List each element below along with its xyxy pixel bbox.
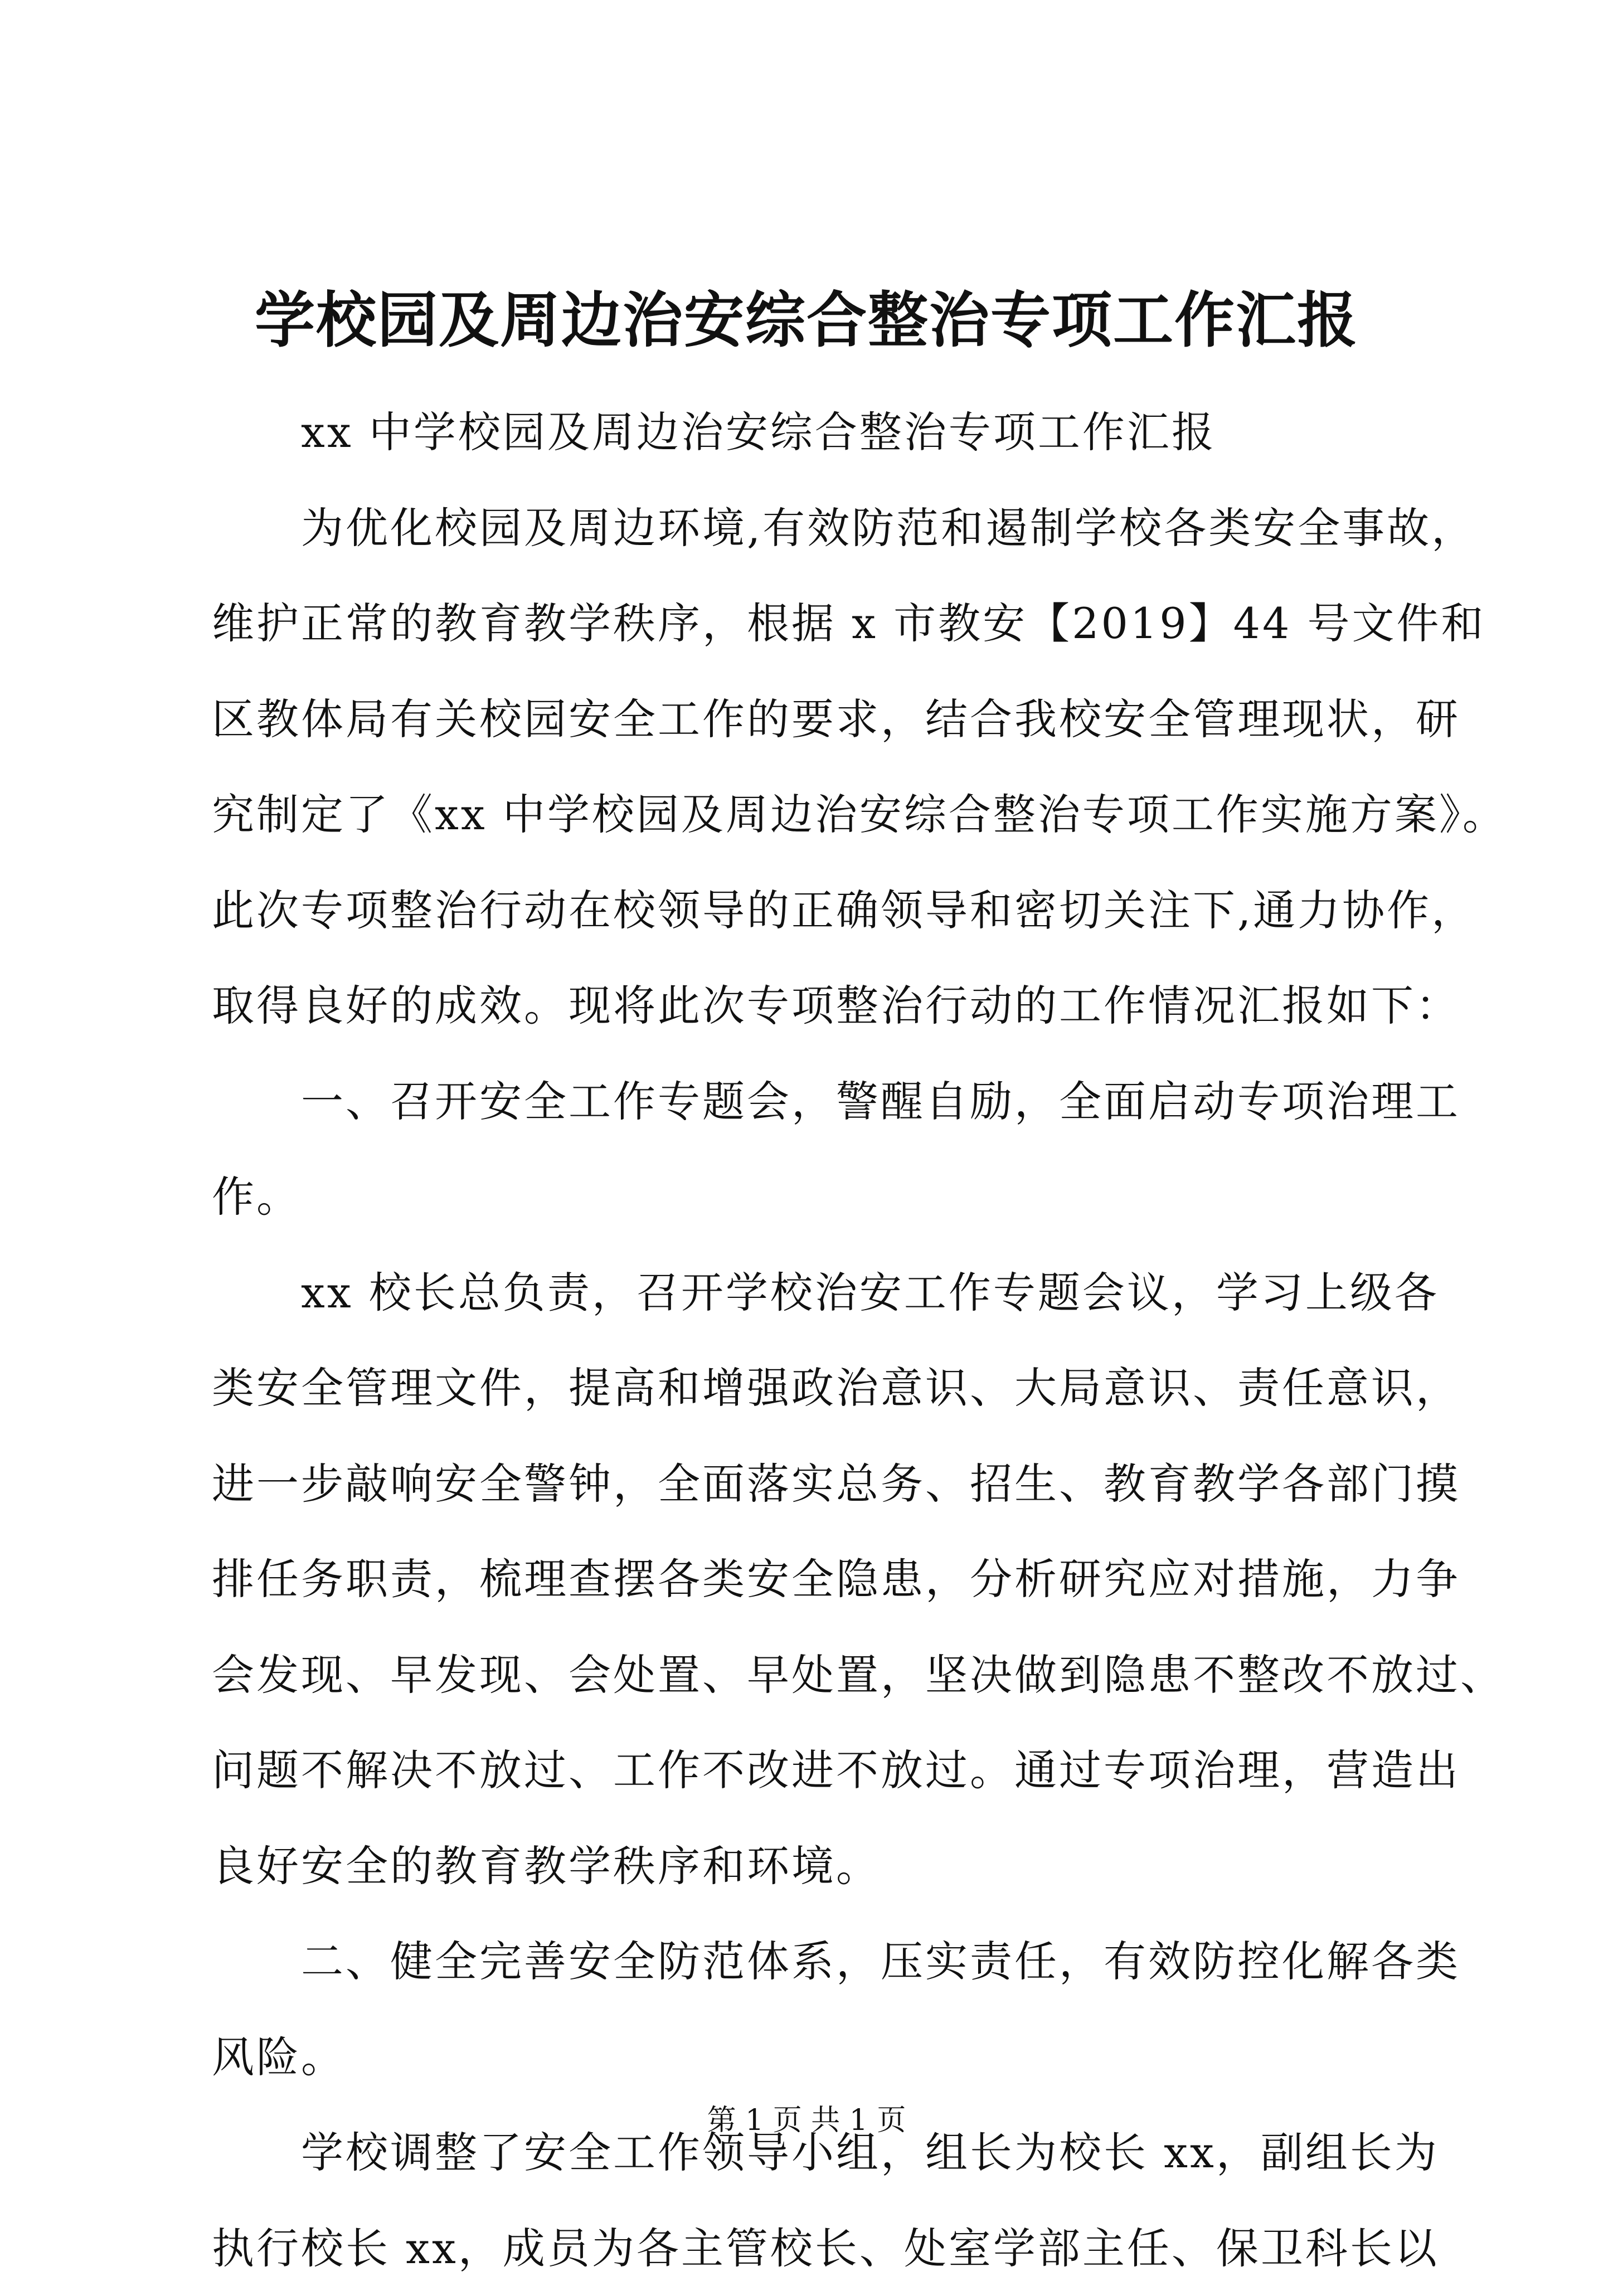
body-line: 类安全管理文件，提高和增强政治意识、大局意识、责任意识， [212,1340,1499,1436]
body-line: 执行校长 xx，成员为各主管校长、处室学部主任、保卫科长以 [212,2201,1499,2296]
body-line: 究制定了《xx 中学校园及周边治安综合整治专项工作实施方案》。 [212,767,1499,863]
section-heading-line: 风险。 [212,2010,1499,2105]
body-line: 良好安全的教育教学秩序和环境。 [212,1818,1499,1914]
page-footer: 第 1 页 共 1 页 [0,2101,1613,2140]
body-line: 区教体局有关校园安全工作的要求，结合我校安全管理现状，研 [212,672,1499,767]
body-line: xx 校长总负责，召开学校治安工作专题会议，学习上级各 [212,1245,1499,1341]
body-line: 进一步敲响安全警钟，全面落实总务、招生、教育教学各部门摸 [212,1436,1499,1532]
section-heading-line: 一、召开安全工作专题会，警醒自励，全面启动专项治理工 [212,1054,1499,1150]
body-line: 取得良好的成效。现将此次专项整治行动的工作情况汇报如下： [212,958,1499,1054]
body-line: 问题不解决不放过、工作不改进不放过。通过专项治理，营造出 [212,1723,1499,1818]
body-line: 为优化校园及周边环境,有效防范和遏制学校各类安全事故， [212,480,1499,576]
body-line: 会发现、早发现、会处置、早处置，坚决做到隐患不整改不放过、 [212,1627,1499,1723]
document-body [212,385,1499,2296]
body-line: 此次专项整治行动在校领导的正确领导和密切关注下,通力协作， [212,863,1499,959]
body-line: 排任务职责，梳理查摆各类安全隐患，分析研究应对措施，力争 [212,1531,1499,1627]
body-line: 学校调整了安全工作领导小组，组长为校长 xx，副组长为 [212,2105,1499,2201]
body-line: 维护正常的教育教学秩序，根据 x 市教安【2019】44 号文件和 [212,576,1499,672]
document-title: 学校园及周边治安综合整治专项工作汇报 [212,279,1401,362]
body-line: xx 中学校园及周边治安综合整治专项工作汇报 [212,385,1499,480]
section-heading-line: 作。 [212,1149,1499,1245]
section-heading-line: 二、健全完善安全防范体系，压实责任，有效防控化解各类 [212,1914,1499,2010]
